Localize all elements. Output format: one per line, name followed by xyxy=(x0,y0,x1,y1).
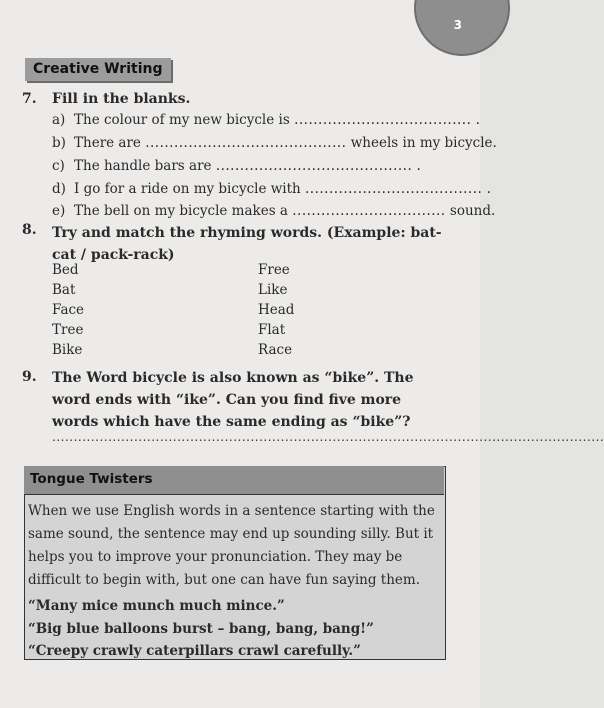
question-9 xyxy=(22,369,414,430)
item-text-after: . xyxy=(412,158,421,174)
item-text-after: . xyxy=(482,181,491,197)
item-letter: c) xyxy=(52,158,65,174)
blank-dots: ................................ xyxy=(292,203,446,219)
match-left-word: Tree xyxy=(52,322,84,338)
item-text: The handle bars are xyxy=(74,158,212,174)
match-left-word: Face xyxy=(52,302,85,318)
blank-dots: ..................................... xyxy=(294,112,472,128)
item-text-after: wheels in my bicycle. xyxy=(346,135,497,151)
question-number: 8. xyxy=(22,222,37,238)
blank-item xyxy=(52,158,421,174)
blank-item xyxy=(52,135,497,151)
match-right-word: Head xyxy=(258,302,295,318)
question-prompt: Fill in the blanks. xyxy=(52,91,191,107)
tongue-twister-line: “Creepy crawly caterpillars crawl carefully.” xyxy=(28,643,361,659)
blank-dots: ......................................... xyxy=(215,158,413,174)
match-left-word: Bed xyxy=(52,262,79,278)
item-text: There are xyxy=(74,135,141,151)
blank-dots: .......................................... xyxy=(145,135,347,151)
match-right-word: Race xyxy=(258,342,293,358)
page-number: 3 xyxy=(453,18,462,32)
item-text: I go for a ride on my bicycle with xyxy=(74,181,301,197)
question-7 xyxy=(22,91,191,107)
item-letter: d) xyxy=(52,181,66,197)
tongue-twister-line: “Big blue balloons burst – bang, bang, bang!” xyxy=(28,621,374,637)
answer-dotted-line: ................................................................................................................................ xyxy=(52,430,604,444)
tongue-twisters-intro: When we use English words in a sentence starting with the same sound, the sentence may end up sounding silly. But it helps you to improve your pronunciation. They may be difficult to begin with, but one can have fun saying them. xyxy=(28,503,435,588)
match-right-word: Free xyxy=(258,262,290,278)
match-left-word: Bat xyxy=(52,282,76,298)
tongue-twisters-title: Tongue Twisters xyxy=(30,471,153,487)
item-letter: b) xyxy=(52,135,66,151)
tongue-twister-line: “Many mice munch much mince.” xyxy=(28,598,285,614)
item-text-after: . xyxy=(471,112,480,128)
item-text-after: sound. xyxy=(445,203,496,219)
question-prompt: Try and match the rhyming words. (Example: bat-cat / pack-rack) xyxy=(52,225,442,263)
match-left-word: Bike xyxy=(52,342,83,358)
blank-item xyxy=(52,203,495,219)
question-number: 7. xyxy=(22,91,37,107)
match-right-word: Like xyxy=(258,282,288,298)
match-right-word: Flat xyxy=(258,322,286,338)
blank-item xyxy=(52,181,491,197)
question-8 xyxy=(22,222,442,263)
section-badge: Creative Writing xyxy=(25,58,171,81)
item-letter: e) xyxy=(52,203,66,219)
item-text: The colour of my new bicycle is xyxy=(74,112,290,128)
question-prompt: The Word bicycle is also known as “bike”. The word ends with “ike”. Can you find five more words which have the same ending as “bike”? xyxy=(52,370,414,430)
blank-item xyxy=(52,112,480,128)
item-text: The bell on my bicycle makes a xyxy=(74,203,288,219)
item-letter: a) xyxy=(52,112,66,128)
blank-dots: ..................................... xyxy=(305,181,483,197)
question-number: 9. xyxy=(22,369,37,385)
page-number-tab xyxy=(414,0,510,56)
